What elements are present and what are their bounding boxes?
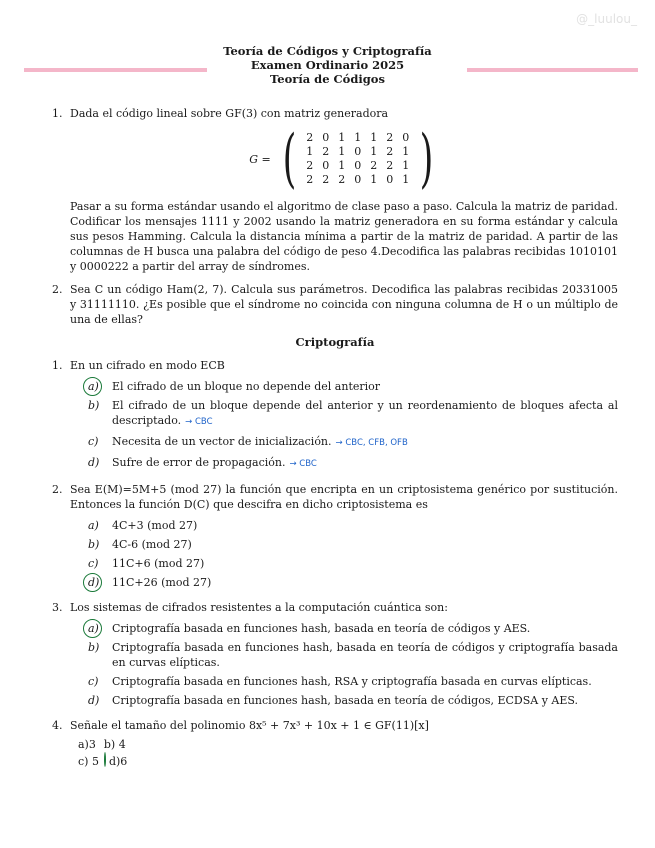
selected-answer-circle	[83, 619, 102, 638]
matrix-cell: 0	[354, 173, 362, 186]
question-details: Pasar a su forma estándar usando el algoritmo de clase paso a paso. Calcula la matriz de paridad. Codificar los mensajes 1111 y 2002 usando la matriz generadora en su forma estándar y calcula sus pesos Hamming. Calcula la distancia mínima a partir de la matriz de paridad. A partir de las columnas de H busca una palabra del código de peso 4.Decodifica las palabras recibidas 1010101 y 0000222 a partir del array de síndromes.	[70, 200, 618, 273]
option-c[interactable]: c) 5	[78, 755, 99, 768]
generator-matrix	[70, 122, 618, 196]
exam-header	[0, 44, 655, 86]
question-text: Sea E(M)=5M+5 (mod 27) la función que encripta en un criptosistema genérico por sustitución. Entonces la función D(C) que descifra en dicho criptosistema es	[70, 483, 618, 511]
matrix-cell: 2	[386, 131, 394, 144]
matrix-cell: 1	[402, 145, 410, 158]
crypto-question-4: 4. Señale el tamaño del polinomio 8x⁵ + 7x³ + 10x + 1 ∈ GF(11)[x] a)3 b) 4 c) 5 d)6	[52, 718, 618, 771]
question-text: En un cifrado en modo ECB	[70, 359, 225, 372]
handwritten-note: → CBC	[289, 459, 317, 469]
matrix-cell: 2	[322, 173, 330, 186]
matrix-cell: 2	[338, 173, 346, 186]
matrix-cell: 0	[322, 159, 330, 172]
matrix-cell: 2	[306, 159, 314, 172]
crypto-question-3: 3. Los sistemas de cifrados resistentes a la computación cuántica son: a) Criptografía basada en funciones hash, basada en teoría de códigos y AES. b) Criptografía basada en funciones hash, basada en teoría de códigos y criptografía basada en curvas elípticas. c) Criptografía basada en funciones hash, RSA y criptografía basada en curvas elípticas. d) Criptografía basada en funciones hash, basada en teoría de códigos, ECDSA y AES.	[52, 601, 618, 707]
matrix-cell: 1	[402, 173, 410, 186]
matrix-cell: 1	[338, 145, 346, 158]
option-d[interactable]: d)6	[107, 754, 127, 769]
matrix-grid	[302, 131, 414, 187]
left-paren: (	[282, 122, 297, 196]
matrix-cell: 2	[370, 159, 378, 172]
section-title-codes: Teoría de Códigos	[270, 72, 385, 86]
section-title-crypto: Criptografía	[295, 335, 375, 349]
matrix-cell: 1	[370, 131, 378, 144]
codes-question-1: 1. Dada el código lineal sobre GF(3) con matriz generadora G = ( 2 0 1 1 1 2 0 1 2 1 0 1 2 1 2 0 1 0 2 2 1 2 2 2 0 1 0 1 ) Pasar a su forma estándar usando el algoritmo de clase paso a paso. Calcula la matriz de paridad. Codificar los mensajes 1111 y 2002 usando la matriz generadora en su forma estándar y calcula sus pesos Hamming. Calcula la distancia mínima a partir de la matriz de paridad. A partir de las columnas de H busca una palabra del código de peso 4.Decodifica las palabras recibidas 1010101 y 0000222 a partir del array de síndromes.	[52, 107, 618, 273]
exam-title: Examen Ordinario 2025	[250, 58, 405, 72]
handwritten-note: → CBC	[185, 417, 213, 427]
matrix-label: G =	[249, 152, 271, 166]
decorative-bar-right	[467, 68, 638, 72]
option-b[interactable]: b) El cifrado de un bloque depende del anterior y un reordenamiento de bloques afecta al descriptado. → CBC	[88, 399, 618, 427]
option-a[interactable]: a) 4C+3 (mod 27)	[88, 519, 198, 532]
matrix-cell: 2	[322, 145, 330, 158]
matrix-cell: 0	[354, 145, 362, 158]
codes-question-2: 2. Sea C un código Ham(2, 7). Calcula sus parámetros. Decodifica las palabras recibidas 20331005 y 31111110. ¿Es posible que el síndrome no coincida con ninguna columna de H o un múltiplo de una de ellas?	[52, 283, 618, 326]
matrix-cell: 2	[306, 131, 314, 144]
crypto-question-1: 1. En un cifrado en modo ECB a) El cifrado de un bloque no depende del anterior b) El cifrado de un bloque depende del anterior y un reordenamiento de bloques afecta al descriptado. → CBC c) Necesita de un vector de inicialización. → CBC, CFB, OFB d) Sufre de error de propagación. → CBC	[52, 358, 618, 476]
option-c[interactable]: c) 11C+6 (mod 27)	[88, 557, 205, 570]
matrix-cell: 1	[402, 159, 410, 172]
option-a[interactable]: a)3	[78, 738, 96, 751]
matrix-cell: 1	[306, 145, 314, 158]
course-title: Teoría de Códigos y Criptografía	[223, 44, 432, 58]
decorative-bar-left	[24, 68, 207, 72]
matrix-cell: 2	[386, 145, 394, 158]
option-d[interactable]: d) 11C+26 (mod 27)	[88, 575, 618, 590]
option-a[interactable]: a) El cifrado de un bloque no depende del anterior	[88, 379, 618, 394]
right-paren: )	[419, 122, 434, 196]
option-d[interactable]: d) Criptografía basada en funciones hash, basada en teoría de códigos, ECDSA y AES.	[88, 694, 579, 707]
matrix-cell: 2	[306, 173, 314, 186]
matrix-cell: 0	[402, 131, 410, 144]
option-b[interactable]: b) 4C-6 (mod 27)	[88, 538, 192, 551]
option-d[interactable]: d) Sufre de error de propagación. → CBC	[88, 456, 317, 469]
question-text: Dada el código lineal sobre GF(3) con matriz generadora	[70, 107, 389, 120]
matrix-cell: 1	[338, 159, 346, 172]
question-text: Señale el tamaño del polinomio 8x⁵ + 7x³ + 10x + 1 ∈ GF(11)[x]	[70, 719, 429, 732]
question-text: Sea C un código Ham(2, 7). Calcula sus parámetros. Decodifica las palabras recibidas 20331005 y 31111110. ¿Es posible que el síndrome no coincida con ninguna columna de H o un múltiplo de una de ellas?	[70, 283, 618, 326]
crypto-question-2: 2. Sea E(M)=5M+5 (mod 27) la función que encripta en un criptosistema genérico por sustitución. Entonces la función D(C) que descifra en dicho criptosistema es a) 4C+3 (mod 27) b) 4C-6 (mod 27) c) 11C+6 (mod 27) d) 11C+26 (mod 27)	[52, 482, 618, 594]
option-b[interactable]: b) Criptografía basada en funciones hash, basada en teoría de códigos y criptografía basada en curvas elípticas.	[88, 641, 618, 669]
option-a[interactable]: a) Criptografía basada en funciones hash, basada en teoría de códigos y AES.	[88, 621, 618, 636]
selected-answer-circle	[83, 377, 102, 396]
selected-answer-circle	[83, 573, 102, 592]
matrix-cell: 0	[354, 159, 362, 172]
matrix-cell: 1	[354, 131, 362, 144]
matrix-cell: 1	[370, 173, 378, 186]
matrix-cell: 1	[338, 131, 346, 144]
question-text: Los sistemas de cifrados resistentes a la computación cuántica son:	[70, 601, 448, 614]
selected-answer-circle	[104, 752, 106, 767]
option-b[interactable]: b) 4	[103, 738, 126, 751]
matrix-cell: 1	[370, 145, 378, 158]
matrix-cell: 2	[386, 159, 394, 172]
option-c[interactable]: c) Necesita de un vector de inicialización. → CBC, CFB, OFB	[88, 435, 408, 448]
handwritten-note: → CBC, CFB, OFB	[335, 438, 408, 448]
matrix-cell: 0	[386, 173, 394, 186]
watermark: @_luulou_	[576, 12, 637, 26]
option-c[interactable]: c) Criptografía basada en funciones hash, RSA y criptografía basada en curvas elípticas.	[88, 675, 592, 688]
exam-content	[52, 106, 618, 777]
matrix-cell: 0	[322, 131, 330, 144]
